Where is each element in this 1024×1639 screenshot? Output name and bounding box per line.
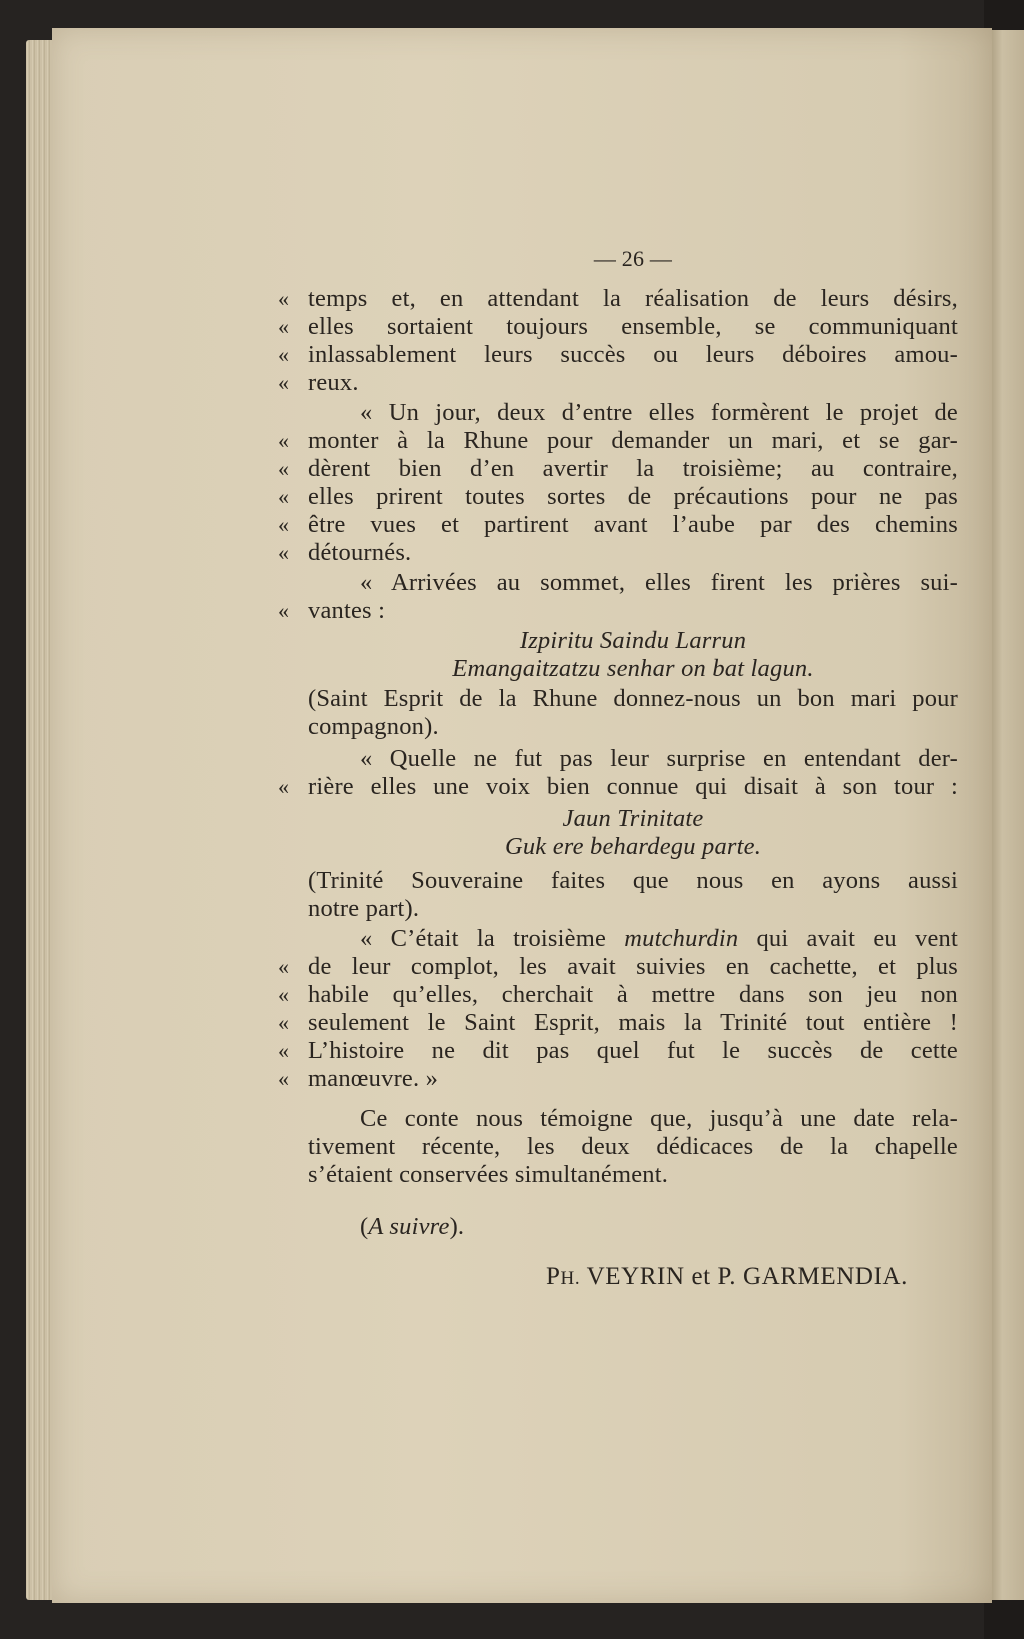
quote-mark: « <box>278 1038 290 1063</box>
italic-word: mutchurdin <box>624 925 739 952</box>
author-signature <box>308 1260 908 1294</box>
quote-mark: « <box>278 428 290 453</box>
text-line: détournés. <box>308 539 412 566</box>
book-page <box>52 28 992 1603</box>
text-line: « Quelle ne fut pas leur surprise en entendant der- <box>360 745 958 772</box>
text-line: L’histoire ne dit pas quel fut le succès de cette <box>308 1037 958 1064</box>
text-line: dèrent bien d’en avertir la troisième; au contraire, <box>308 455 958 482</box>
quote-mark: « <box>278 774 290 799</box>
text-line: elles prirent toutes sortes de précautions pour ne pas <box>308 483 958 510</box>
verse-line: Guk ere behardegu parte. <box>504 833 762 860</box>
signature-rest: VEYRIN et P. GARMENDIA. <box>580 1263 908 1290</box>
text-line: être vues et partirent avant l’aube par des chemins <box>308 511 958 538</box>
text-line: compagnon). <box>308 713 439 740</box>
text-line: vantes : <box>308 597 386 624</box>
text-line: s’étaient conservées simultanément. <box>308 1161 669 1188</box>
text-line: (Trinité Souveraine faites que nous en ayons aussi <box>308 867 958 894</box>
quote-mark: « <box>278 342 290 367</box>
quote-mark: « <box>278 484 290 509</box>
text-line: inlassablement leurs succès ou leurs déboires amou- <box>308 341 958 368</box>
signature-initial: P <box>545 1263 561 1290</box>
text-line: manœuvre. » <box>308 1065 439 1092</box>
text-line <box>308 924 958 954</box>
text-line: seulement le Saint Esprit, mais la Trinité tout entière ! <box>308 1009 958 1036</box>
quote-mark: « <box>278 1066 290 1091</box>
text-span: « C’était la troisième <box>360 925 625 952</box>
quote-mark: « <box>278 1010 290 1035</box>
quote-mark: « <box>278 512 290 537</box>
quote-mark: « <box>278 286 290 311</box>
text-line: « Un jour, deux d’entre elles formèrent le projet de <box>360 399 958 426</box>
text-span: qui avait eu vent <box>738 925 959 952</box>
text-line: temps et, en attendant la réalisation de leurs désirs, <box>308 285 958 312</box>
signature-small-caps: H. <box>560 1268 581 1289</box>
verse-line: Emangaitzatzu senhar on bat lagun. <box>452 655 814 682</box>
text-line: Ce conte nous témoigne que, jusqu’à une date rela- <box>360 1105 958 1132</box>
next-page-edge <box>988 30 1024 1600</box>
text-line: rière elles une voix bien connue qui disait à son tour : <box>308 773 958 800</box>
verse-line: Jaun Trinitate <box>562 805 704 832</box>
quote-mark: « <box>278 982 290 1007</box>
quote-mark: « <box>278 540 290 565</box>
to-be-continued <box>308 1212 958 1242</box>
paren-open: ( <box>360 1213 369 1240</box>
verse-line: Izpiritu Saindu Larrun <box>519 627 747 654</box>
text-line: de leur complot, les avait suivies en cachette, et plus <box>308 953 958 980</box>
paren-close: ). <box>449 1213 465 1240</box>
text-line: reux. <box>308 369 359 396</box>
italic-word: A suivre <box>368 1213 450 1240</box>
quote-mark: « <box>278 456 290 481</box>
quote-mark: « <box>278 954 290 979</box>
text-line: « Arrivées au sommet, elles firent les prières sui- <box>360 569 958 596</box>
text-line: notre part). <box>308 895 420 922</box>
text-line: habile qu’elles, cherchait à mettre dans son jeu non <box>308 981 958 1008</box>
text-line: tivement récente, les deux dédicaces de la chapelle <box>308 1133 958 1160</box>
quote-mark: « <box>278 598 290 623</box>
quote-mark: « <box>278 370 290 395</box>
text-line: elles sortaient toujours ensemble, se communiquant <box>308 313 958 340</box>
quote-mark: « <box>278 314 290 339</box>
text-line: (Saint Esprit de la Rhune donnez-nous un bon mari pour <box>308 685 958 712</box>
page-number: — 26 — <box>593 246 673 271</box>
text-line: monter à la Rhune pour demander un mari, et se gar- <box>308 427 958 454</box>
